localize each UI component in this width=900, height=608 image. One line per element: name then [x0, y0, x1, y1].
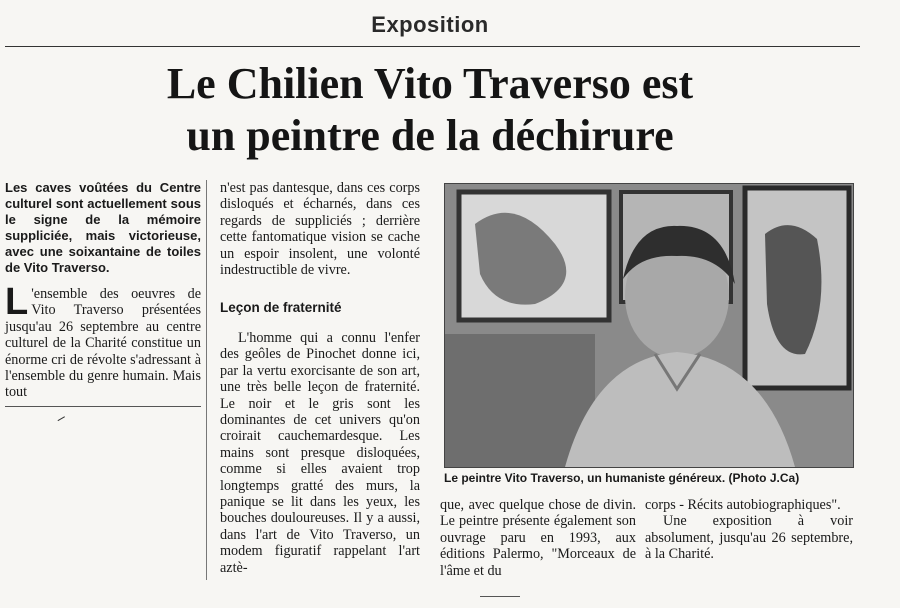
body-column-2-bottom: [220, 330, 420, 576]
body-column-1: [5, 281, 201, 401]
top-rule: [5, 46, 860, 47]
body-column-2-top: [220, 180, 420, 278]
body-text-col4-p1: corps - Récits autobiographiques".: [645, 497, 841, 513]
body-column-3: [440, 497, 636, 579]
body-text-col4-p2: Une exposition à voir absolument, jusqu'au 26 septembre, à la Charité.: [645, 513, 853, 563]
section-rubric: Exposition: [371, 12, 489, 37]
drop-cap: L: [5, 281, 29, 323]
body-text-col2a: n'est pas dantesque, dans ces corps disloqués et écharnés, dans ces regards de suppliciés ; derrière cette fantomatique vision se cache un espoir insolent, une volonté indestructible de vivre.: [220, 180, 420, 279]
margin-mark: [58, 416, 67, 423]
portrait-photo: [444, 183, 854, 468]
body-text-col3: que, avec quelque chose de divin. Le peintre présente également son ouvrage paru en 1993, aux éditions Palermo, "Morceaux de l'âme et du: [440, 497, 636, 579]
body-column-4: [645, 497, 853, 563]
headline: [0, 58, 860, 162]
photo-caption: Le peintre Vito Traverso, un humaniste généreux. (Photo J.Ca): [444, 471, 800, 485]
footer-dash: [480, 596, 520, 597]
subheading: Leçon de fraternité: [220, 300, 342, 315]
body-text-col1: 'ensemble des oeuvres de Vito Traverso présentées jusqu'au 26 septembre au centre culturel de la Charité constitue un énorme cri de révolte s'adressant à l'ensemble du genre humain. Mais tout: [5, 286, 201, 401]
column-rule: [5, 406, 201, 407]
lead-paragraph: Les caves voûtées du Centre culturel sont actuellement sous le signe de la mémoire suppliciée, mais victorieuse, avec une soixantaine de toiles de Vito Traverso.: [5, 180, 201, 275]
headline-line-2: un peintre de la déchirure: [186, 111, 674, 160]
body-text-col2b: L'homme qui a connu l'enfer des geôles de Pinochet donne ici, par la vertu exorcisante de son art, une très belle leçon de fraternité. Le noir et le gris sont les dominantes de cet univers qu'on croirait cauchemardesque. Les mains sont presque disloquées, comme si elles avaient trop longtemps gratté des murs, la panique se lit dans les yeux, les bouches douloureuses. Il y a aussi, dans l'art de Vito Traverso, un modem figuratif rappelant l'art aztè-: [220, 330, 420, 576]
photo-illustration: [445, 184, 853, 467]
column-separator: [206, 180, 207, 580]
headline-line-1: Le Chilien Vito Traverso est: [166, 59, 694, 108]
